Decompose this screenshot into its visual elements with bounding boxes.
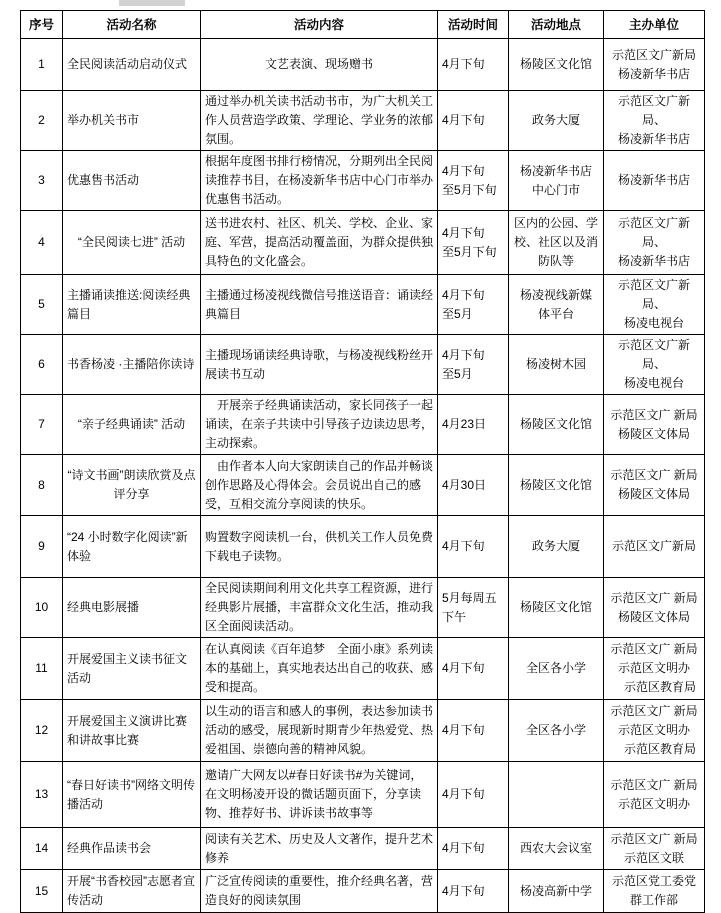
header-row xyxy=(21,11,705,39)
cell-organizer xyxy=(604,578,705,638)
cell-line: 至5月 xyxy=(442,366,473,381)
cell-index: 7 xyxy=(21,395,63,455)
cell-activity-time xyxy=(438,828,509,870)
cell-line: 杨凌电视台 xyxy=(623,316,684,330)
cell-line: 示范区文广 新局 xyxy=(610,704,698,718)
cell-index: 10 xyxy=(21,578,63,638)
cell-line: 示范区文广 新局 xyxy=(610,831,698,846)
table-row xyxy=(21,870,705,913)
table-row xyxy=(21,395,705,455)
cell-line: 西农大会议室 xyxy=(519,841,592,855)
cell-organizer xyxy=(604,762,705,828)
cell-line: 杨凌电视台 xyxy=(623,376,684,390)
cell-line: 示范区文广新局、 xyxy=(617,278,690,311)
cell-line: 体平台 xyxy=(537,306,574,321)
cell-line: 示范区文明办 xyxy=(617,661,690,675)
cell-line: 杨凌高新中学 xyxy=(519,883,592,898)
cell-activity-location xyxy=(509,638,604,700)
cell-activity-name: “24 小时数字化阅读”新体验 xyxy=(63,516,201,578)
cell-line: 区内的公园、学 xyxy=(513,216,598,230)
cell-line: 杨凌新华书店 xyxy=(617,254,690,268)
cell-activity-time xyxy=(438,455,509,516)
cell-line: 示范区文广新局 xyxy=(611,539,696,553)
cell-activity-content: 以生动的语言和感人的事例，表达参加读书活动的感受，展现新时期青少年热爱党、热爱祖国、崇德向善的精神风貌。 xyxy=(201,700,438,762)
cell-index: 14 xyxy=(21,828,63,870)
cell-activity-content: 在认真阅读《百年追梦 全面小康》系列读本的基础上，真实地表达出自己的收获、感受和提高。 xyxy=(201,638,438,700)
cell-line: 4月下旬 xyxy=(442,841,485,855)
activities-table xyxy=(20,10,705,913)
table-row xyxy=(21,578,705,638)
cell-line: 4月下旬 xyxy=(442,287,485,302)
cell-line: 4月下旬 xyxy=(442,225,485,240)
cell-line: 防队等 xyxy=(537,254,574,268)
cell-index: 12 xyxy=(21,700,63,762)
cell-activity-name: 经典作品读书会 xyxy=(63,828,201,870)
cell-activity-location xyxy=(509,39,604,91)
cell-line: 杨凌新华书店 xyxy=(617,66,690,81)
cell-line: 5月每周五 xyxy=(442,590,497,605)
cell-activity-content: 通过举办机关读书活动书市，为广大机关工作人员营造学政策、学理论、学业务的浓郁氛围。 xyxy=(201,91,438,151)
cell-line: 示范区党工委党 xyxy=(611,874,696,888)
cell-activity-name: “诗文书画”朗读欣赏及点评分享 xyxy=(63,455,201,516)
cell-index: 5 xyxy=(21,275,63,335)
cell-activity-time xyxy=(438,395,509,455)
cell-activity-time xyxy=(438,91,509,151)
cell-organizer xyxy=(604,39,705,91)
cell-line: 4月下旬 xyxy=(442,539,485,553)
table-header xyxy=(21,11,705,39)
cell-line: 示范区教育局 xyxy=(611,680,696,694)
cell-line: 杨陵区文化馆 xyxy=(519,57,592,71)
cell-activity-time xyxy=(438,39,509,91)
cell-line: 示范区文广 新局 xyxy=(610,777,698,792)
cell-activity-content: 邀请广大网友以#春日好读书#为关键词，在文明杨凌开设的微话题页面下，分享读物、推荐好书、讲诉读书故事等 xyxy=(201,762,438,828)
cell-activity-time xyxy=(438,335,509,395)
cell-activity-time xyxy=(438,151,509,211)
cell-index: 9 xyxy=(21,516,63,578)
cell-line: 示范区文广新局、 xyxy=(617,338,690,371)
cell-activity-time xyxy=(438,700,509,762)
cell-line: 示范区文明办 xyxy=(617,796,690,811)
cell-line: 示范区教育局 xyxy=(611,742,696,756)
table-row xyxy=(21,151,705,211)
cell-activity-location xyxy=(509,335,604,395)
cell-line: 杨陵区文体局 xyxy=(617,609,690,624)
cell-line: 4月下旬 xyxy=(442,163,485,178)
cell-line: 示范区文广 新局 xyxy=(610,642,698,656)
cell-activity-content: 广泛宣传阅读的重要性，推介经典名著，营造良好的阅读氛围 xyxy=(201,870,438,913)
cell-activity-location xyxy=(509,455,604,516)
screenshot-artifact xyxy=(119,0,185,6)
column-header-col-activity-location: 活动地点 xyxy=(509,11,604,39)
cell-activity-content: 根据年度图书排行榜情况，分期列出全民阅读推荐书目，在杨凌新华书店中心门市举办优惠售书活动。 xyxy=(201,151,438,211)
cell-index: 1 xyxy=(21,39,63,91)
cell-line: 4月下旬 xyxy=(442,883,485,898)
cell-organizer xyxy=(604,91,705,151)
cell-activity-name: “全民阅读七进” 活动 xyxy=(63,211,201,275)
table-row xyxy=(21,700,705,762)
cell-activity-content: 送书进农村、社区、机关、学校、企业、家庭、军营，提高活动覆盖面，为群众提供独具特色的文化盛会。 xyxy=(201,211,438,275)
cell-line: 示范区文广 新局 xyxy=(610,590,698,605)
cell-activity-location xyxy=(509,151,604,211)
cell-line: 群工作部 xyxy=(629,893,678,907)
cell-organizer xyxy=(604,870,705,913)
cell-line: 至5月下旬 xyxy=(442,182,497,197)
cell-line: 示范区文明办 xyxy=(617,723,690,737)
cell-line: 示范区文广 新局 xyxy=(610,407,698,422)
cell-index: 8 xyxy=(21,455,63,516)
cell-organizer xyxy=(604,455,705,516)
table-row xyxy=(21,638,705,700)
cell-line: 4月30日 xyxy=(442,477,487,492)
cell-index: 6 xyxy=(21,335,63,395)
cell-activity-name: 优惠售书活动 xyxy=(63,151,201,211)
table-row xyxy=(21,91,705,151)
cell-organizer xyxy=(604,395,705,455)
cell-organizer xyxy=(604,211,705,275)
cell-activity-name: 主播诵读推送:阅读经典篇目 xyxy=(63,275,201,335)
cell-line: 示范区文广新局 xyxy=(611,47,696,62)
cell-activity-location xyxy=(509,828,604,870)
cell-activity-time xyxy=(438,516,509,578)
cell-activity-location xyxy=(509,578,604,638)
cell-activity-name: 书香杨凌 ·主播陪你读诗 xyxy=(63,335,201,395)
cell-index: 4 xyxy=(21,211,63,275)
cell-activity-location xyxy=(509,700,604,762)
cell-line: 政务大厦 xyxy=(531,113,580,127)
cell-activity-time xyxy=(438,275,509,335)
cell-activity-name: “春日好读书”网络文明传播活动 xyxy=(63,762,201,828)
cell-activity-name: 开展“书香校园”志愿者宣传活动 xyxy=(63,870,201,913)
cell-line: 至5月下旬 xyxy=(442,244,497,259)
cell-line: 杨陵区文体局 xyxy=(617,426,690,441)
cell-index: 3 xyxy=(21,151,63,211)
cell-line: 4月下旬 xyxy=(442,723,485,737)
table-row xyxy=(21,762,705,828)
cell-line: 杨凌树木园 xyxy=(525,357,586,371)
table-row xyxy=(21,275,705,335)
cell-line: 示范区文广 新局 xyxy=(610,468,698,482)
cell-line: 杨陵区文化馆 xyxy=(519,600,592,614)
cell-activity-name: 开展爱国主义演讲比赛和讲故事比赛 xyxy=(63,700,201,762)
cell-line: 杨陵区文化馆 xyxy=(519,417,592,431)
cell-activity-location xyxy=(509,275,604,335)
cell-line: 杨凌新华书店 xyxy=(617,132,690,146)
table-row xyxy=(21,211,705,275)
cell-line: 杨凌新华书店 xyxy=(617,173,690,187)
table-row xyxy=(21,516,705,578)
cell-line: 杨凌视线新媒 xyxy=(519,287,592,302)
cell-activity-location xyxy=(509,91,604,151)
cell-line: 全区各小学 xyxy=(525,661,586,675)
cell-activity-time xyxy=(438,578,509,638)
cell-index: 13 xyxy=(21,762,63,828)
cell-activity-location xyxy=(509,762,604,828)
cell-organizer xyxy=(604,151,705,211)
table-row xyxy=(21,39,705,91)
cell-activity-content: 购置数字阅读机一台，供机关工作人员免费下载电子读物。 xyxy=(201,516,438,578)
cell-line: 至5月 xyxy=(442,306,473,321)
cell-activity-content: 主播现场诵读经典诗歌，与杨凌视线粉丝开展读书互动 xyxy=(201,335,438,395)
cell-activity-time xyxy=(438,638,509,700)
cell-line: 全区各小学 xyxy=(525,723,586,737)
cell-line: 4月下旬 xyxy=(442,787,485,801)
cell-line: 4月下旬 xyxy=(442,113,485,127)
column-header-col-activity-time: 活动时间 xyxy=(438,11,509,39)
cell-activity-name: 经典电影展播 xyxy=(63,578,201,638)
cell-activity-content: 开展亲子经典诵读活动，家长同孩子一起诵读，在亲子共读中引导孩子边读边思考，主动探索。 xyxy=(201,395,438,455)
cell-activity-content: 全民阅读期间利用文化共享工程资源，进行经典影片展播，丰富群众文化生活，推动我区全面阅读活动。 xyxy=(201,578,438,638)
cell-activity-name: 开展爱国主义读书征文活动 xyxy=(63,638,201,700)
column-header-col-organizer: 主办单位 xyxy=(604,11,705,39)
cell-organizer xyxy=(604,828,705,870)
cell-line: 杨凌新华书店 xyxy=(519,163,592,178)
table-row xyxy=(21,335,705,395)
cell-organizer xyxy=(604,700,705,762)
cell-activity-location xyxy=(509,395,604,455)
cell-organizer xyxy=(604,516,705,578)
cell-line: 4月23日 xyxy=(442,417,487,431)
cell-activity-content: 文艺表演、现场赠书 xyxy=(201,39,438,91)
cell-index: 11 xyxy=(21,638,63,700)
cell-line: 4月下旬 xyxy=(442,57,485,71)
cell-index: 2 xyxy=(21,91,63,151)
cell-activity-content: 主播通过杨凌视线微信号推送语音：诵读经典篇目 xyxy=(201,275,438,335)
column-header-col-activity-name: 活动名称 xyxy=(63,11,201,39)
cell-activity-name: 全民阅读活动启动仪式 xyxy=(63,39,201,91)
cell-line: 示范区文广新局、 xyxy=(617,94,690,127)
cell-activity-location xyxy=(509,211,604,275)
cell-line: 示范区文广新局、 xyxy=(617,216,690,249)
cell-activity-content: 由作者本人向大家朗读自己的作品并畅谈创作思路及心得体会。会员说出自己的感受，互相交流分享阅读的快乐。 xyxy=(201,455,438,516)
table-row xyxy=(21,455,705,516)
cell-line: 4月下旬 xyxy=(442,347,485,362)
cell-activity-time xyxy=(438,870,509,913)
cell-organizer xyxy=(604,638,705,700)
cell-line: 政务大厦 xyxy=(531,539,580,553)
cell-line: 示范区文联 xyxy=(623,850,684,865)
cell-activity-name: 举办机关书市 xyxy=(63,91,201,151)
cell-activity-location xyxy=(509,516,604,578)
column-header-col-index: 序号 xyxy=(21,11,63,39)
cell-organizer xyxy=(604,275,705,335)
cell-activity-name: “亲子经典诵读” 活动 xyxy=(63,395,201,455)
cell-line: 校、社区以及消 xyxy=(513,235,598,249)
table-body xyxy=(21,39,705,913)
cell-line: 杨陵区文体局 xyxy=(617,487,690,501)
cell-line: 下午 xyxy=(442,609,467,624)
cell-activity-time xyxy=(438,211,509,275)
cell-organizer xyxy=(604,335,705,395)
cell-line: 中心门市 xyxy=(531,182,580,197)
cell-activity-time xyxy=(438,762,509,828)
cell-line: 杨陵区文化馆 xyxy=(519,477,592,492)
cell-line: 4月下旬 xyxy=(442,661,485,675)
cell-index: 15 xyxy=(21,870,63,913)
table-row xyxy=(21,828,705,870)
column-header-col-activity-content: 活动内容 xyxy=(201,11,438,39)
cell-activity-location xyxy=(509,870,604,913)
cell-activity-content: 阅读有关艺术、历史及人文著作，提升艺术修养 xyxy=(201,828,438,870)
